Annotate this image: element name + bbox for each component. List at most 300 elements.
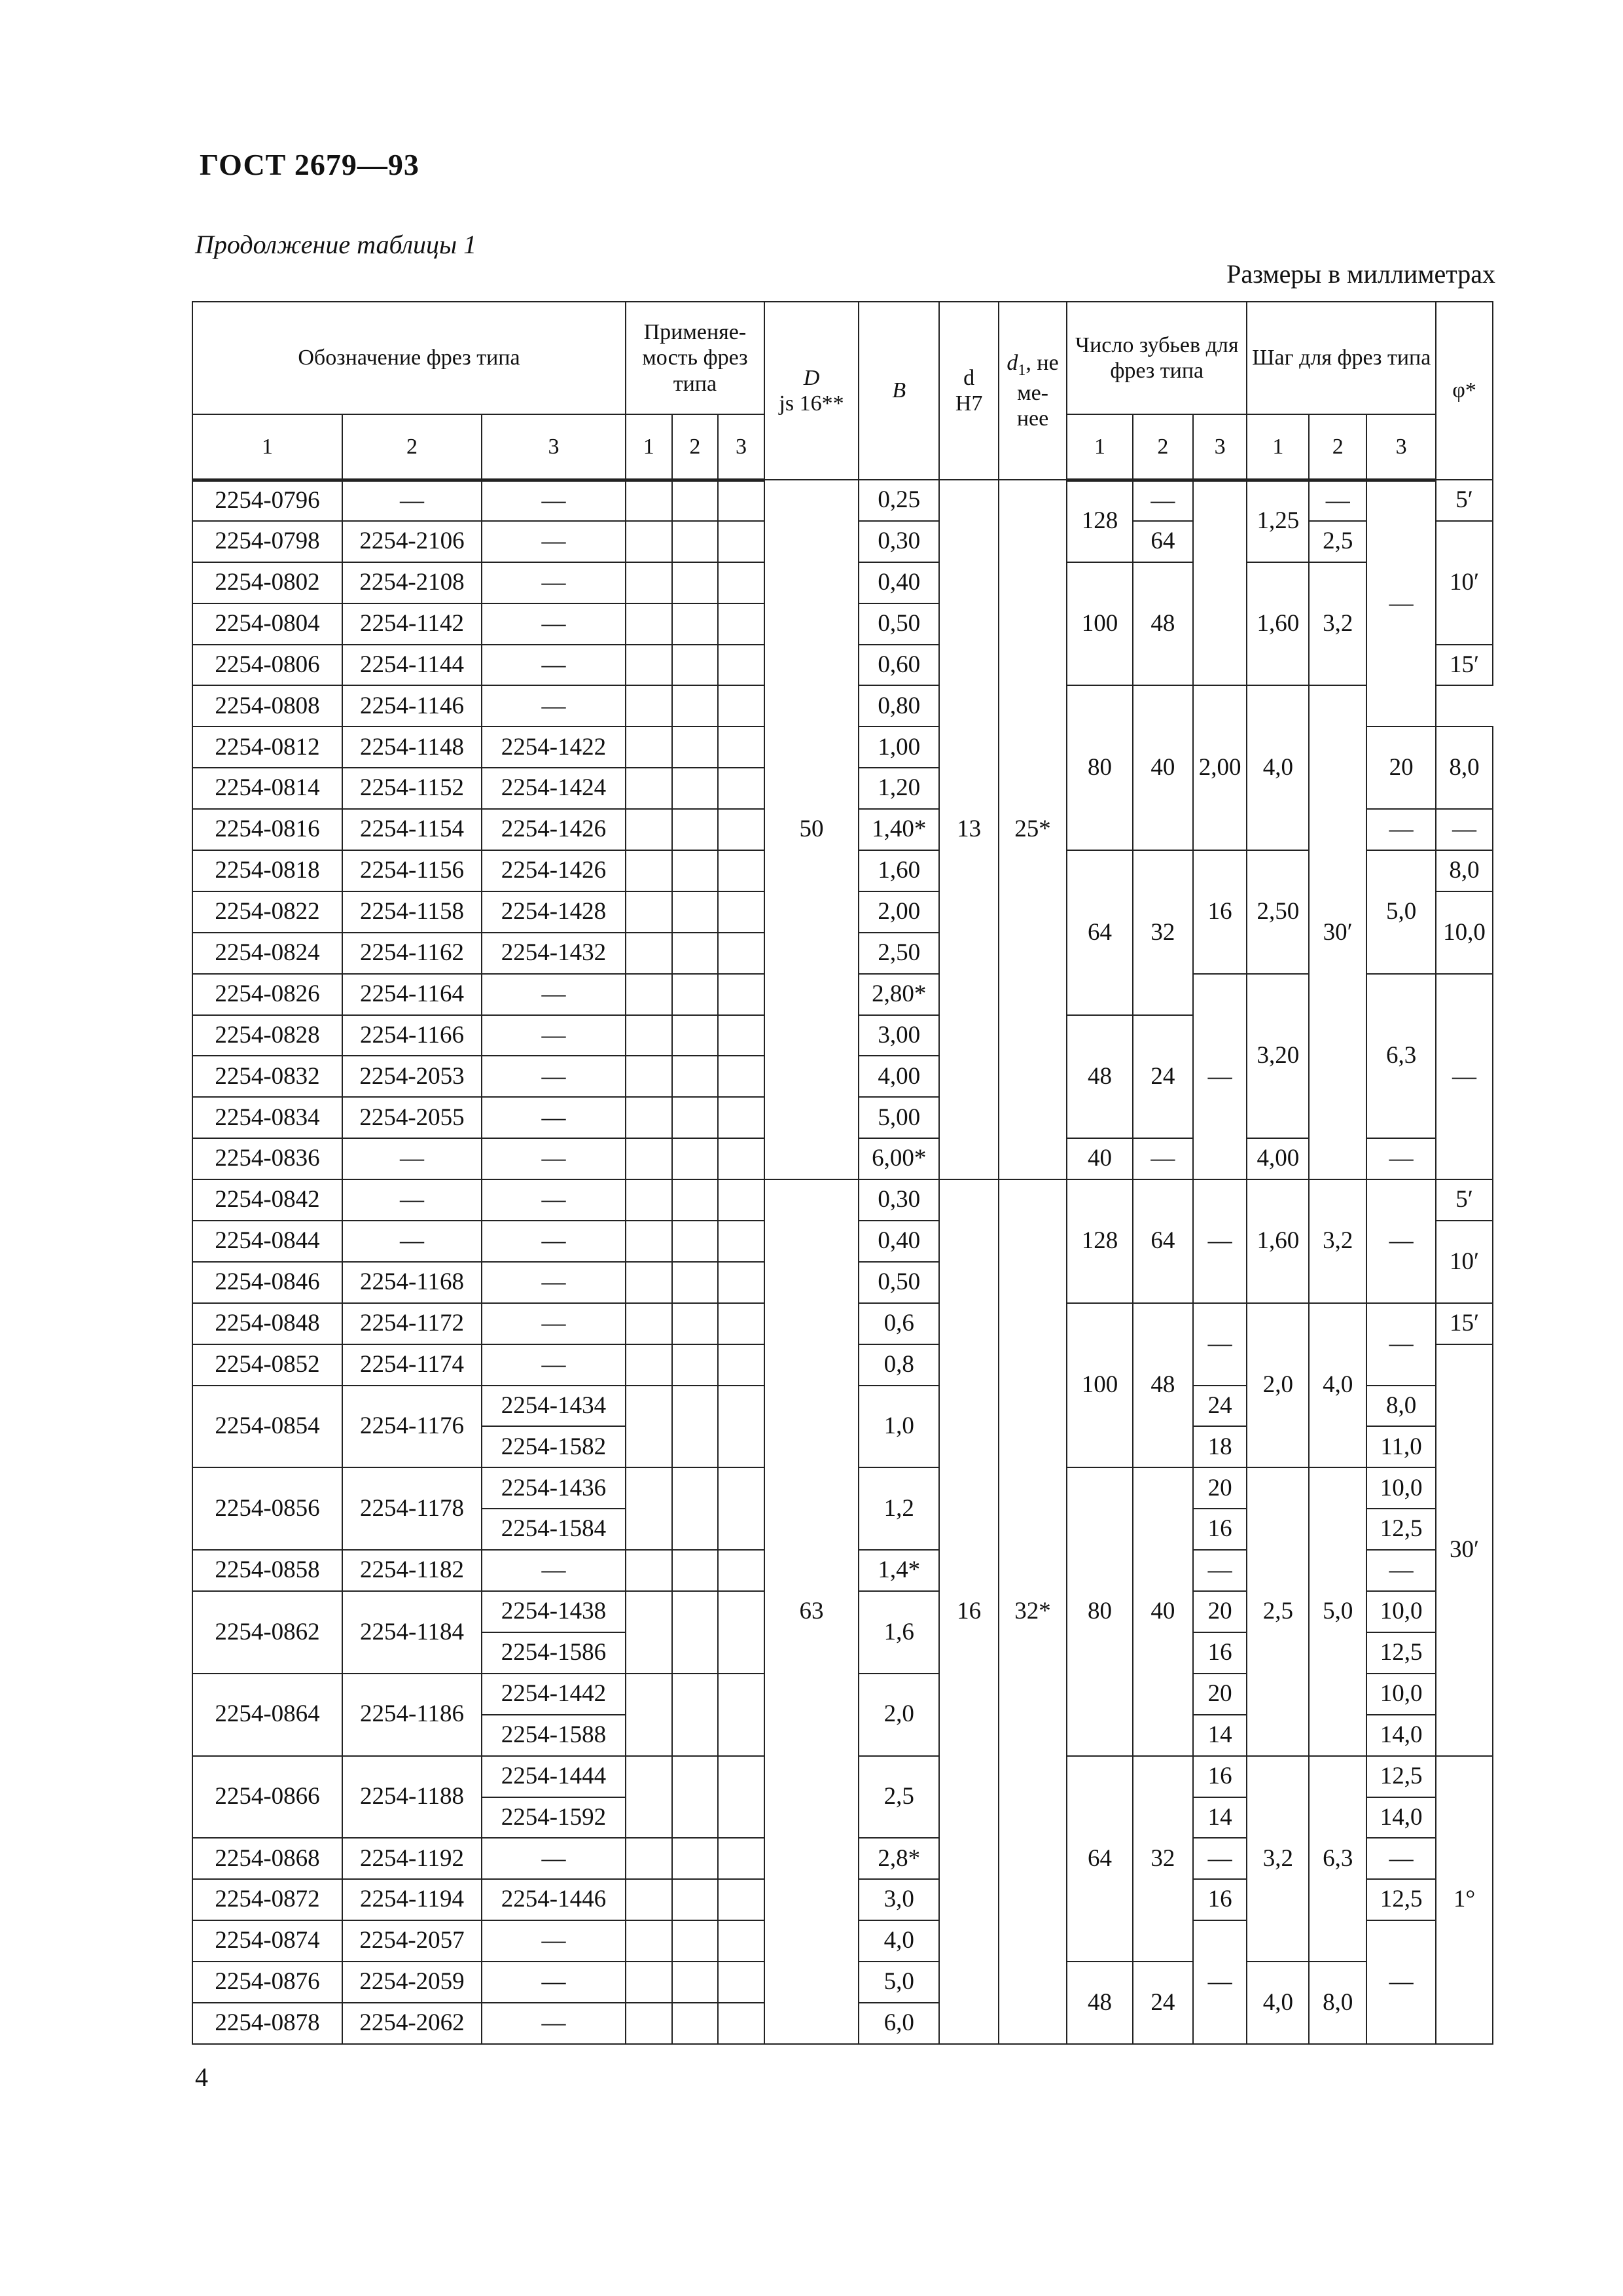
designation-type1-cell: 2254-0812 <box>192 726 342 768</box>
designation-type2-cell: 2254-1176 <box>342 1386 482 1468</box>
applicability-empty-cell <box>626 562 672 603</box>
pitch-type2-cell: 6,3 <box>1309 1756 1366 1962</box>
width-B-cell: 0,40 <box>859 562 939 603</box>
designation-type3-cell: — <box>482 603 626 645</box>
designation-type2-cell: 2254-1184 <box>342 1591 482 1674</box>
pitch-type2-cell: 3,2 <box>1309 1179 1366 1303</box>
designation-type3-cell: — <box>482 2003 626 2044</box>
subheader-app-1: 1 <box>626 414 672 480</box>
teeth-type3-cell: 24 <box>1193 1386 1247 1427</box>
pitch-type3-cell: — <box>1366 1920 1436 2044</box>
designation-type3-cell: — <box>482 562 626 603</box>
applicability-empty-cell <box>626 1920 672 1962</box>
applicability-empty-cell <box>718 562 764 603</box>
pitch-type3-cell: 10,0 <box>1366 1674 1436 1715</box>
applicability-empty-cell <box>718 645 764 686</box>
designation-type3-cell: — <box>482 1221 626 1262</box>
applicability-empty-cell <box>626 1674 672 1756</box>
designation-type3-cell: 2254-1586 <box>482 1632 626 1674</box>
applicability-empty-cell <box>626 1015 672 1056</box>
applicability-empty-cell <box>626 1138 672 1179</box>
angle-phi-cell: 5′ <box>1436 480 1493 521</box>
pitch-type1-cell: 3,20 <box>1247 974 1309 1139</box>
teeth-type3-cell: 20 <box>1366 726 1436 809</box>
designation-type1-cell: 2254-0822 <box>192 891 342 933</box>
applicability-empty-cell <box>672 1674 719 1756</box>
pitch-type2-cell: — <box>1309 480 1366 521</box>
width-B-cell: 1,40* <box>859 809 939 850</box>
applicability-empty-cell <box>626 1879 672 1920</box>
designation-type3-cell: 2254-1442 <box>482 1674 626 1715</box>
designation-type3-cell: — <box>482 1138 626 1179</box>
designation-type1-cell: 2254-0826 <box>192 974 342 1015</box>
designation-type3-cell: 2254-1424 <box>482 768 626 809</box>
applicability-empty-cell <box>718 2003 764 2044</box>
subheader-pitch-2: 2 <box>1309 414 1366 480</box>
applicability-empty-cell <box>672 603 719 645</box>
pitch-type1-cell: 3,2 <box>1247 1756 1309 1962</box>
applicability-empty-cell <box>626 645 672 686</box>
subheader-teeth-2: 2 <box>1133 414 1193 480</box>
subheader-pitch-3: 3 <box>1366 414 1436 480</box>
designation-type3-cell: 2254-1584 <box>482 1509 626 1550</box>
document-title: ГОСТ 2679—93 <box>200 148 419 181</box>
header-D: D js 16** <box>764 302 859 480</box>
applicability-empty-cell <box>718 1097 764 1138</box>
header-pitch: Шаг для фрез типа <box>1247 302 1436 414</box>
designation-type3-cell: 2254-1582 <box>482 1426 626 1467</box>
designation-type1-cell: 2254-0864 <box>192 1674 342 1756</box>
applicability-empty-cell <box>672 974 719 1015</box>
teeth-type3-cell: 16 <box>1193 1509 1247 1550</box>
applicability-empty-cell <box>718 1756 764 1839</box>
pitch-type3-cell: 12,5 <box>1366 1756 1436 1797</box>
pitch-type1-cell: 1,60 <box>1247 1179 1309 1303</box>
teeth-type1-cell: 128 <box>1067 480 1133 562</box>
pitch-type2-cell: — <box>1366 1138 1436 1179</box>
applicability-empty-cell <box>672 1097 719 1138</box>
applicability-empty-cell <box>626 1386 672 1468</box>
applicability-empty-cell <box>718 1303 764 1344</box>
designation-type2-cell: 2254-2106 <box>342 521 482 562</box>
teeth-type2-cell: 24 <box>1133 1015 1193 1139</box>
header-d: d H7 <box>939 302 999 480</box>
pitch-type3-cell: — <box>1366 1550 1436 1591</box>
pitch-type3-cell: 8,0 <box>1436 726 1493 809</box>
pitch-type3-cell: 14,0 <box>1366 1715 1436 1756</box>
pitch-type3-cell: 10,0 <box>1366 1467 1436 1509</box>
applicability-empty-cell <box>718 1344 764 1386</box>
pitch-type1-cell: 4,00 <box>1247 1138 1309 1179</box>
designation-type3-cell: — <box>482 521 626 562</box>
designation-type2-cell: 2254-1152 <box>342 768 482 809</box>
designation-type2-cell: 2254-1162 <box>342 933 482 974</box>
designation-type3-cell: — <box>482 1962 626 2003</box>
teeth-type1-cell: 128 <box>1067 1179 1133 1303</box>
designation-type1-cell: 2254-0858 <box>192 1550 342 1591</box>
applicability-empty-cell <box>672 933 719 974</box>
applicability-empty-cell <box>718 933 764 974</box>
width-B-cell: 2,5 <box>859 1756 939 1839</box>
teeth-type3-cell: — <box>1193 1303 1247 1386</box>
teeth-type2-cell: 64 <box>1133 521 1193 562</box>
designation-type2-cell: 2254-1164 <box>342 974 482 1015</box>
teeth-type3-cell: 16 <box>1193 1632 1247 1674</box>
designation-type1-cell: 2254-0804 <box>192 603 342 645</box>
angle-phi-cell: 10′ <box>1436 1221 1493 1303</box>
width-B-cell: 0,30 <box>859 521 939 562</box>
subheader-type-2: 2 <box>342 414 482 480</box>
cutters-dimension-table <box>192 301 1493 2045</box>
designation-type1-cell: 2254-0796 <box>192 480 342 521</box>
applicability-empty-cell <box>626 1179 672 1221</box>
subheader-type-1: 1 <box>192 414 342 480</box>
designation-type3-cell: 2254-1428 <box>482 891 626 933</box>
pitch-type3-cell: 8,0 <box>1436 850 1493 891</box>
teeth-type3-cell: 20 <box>1193 1674 1247 1715</box>
pitch-type2-cell: 4,0 <box>1309 1303 1366 1468</box>
teeth-type3-cell: — <box>1193 1838 1247 1879</box>
subheader-app-3: 3 <box>718 414 764 480</box>
width-B-cell: 1,60 <box>859 850 939 891</box>
designation-type1-cell: 2254-0854 <box>192 1386 342 1468</box>
designation-type2-cell: 2254-1174 <box>342 1344 482 1386</box>
pitch-type1-cell: 2,5 <box>1247 1467 1309 1755</box>
designation-type3-cell: — <box>482 1344 626 1386</box>
applicability-empty-cell <box>626 1221 672 1262</box>
applicability-empty-cell <box>718 685 764 726</box>
header-teeth: Число зубьев для фрез типа <box>1067 302 1247 414</box>
designation-type3-cell: — <box>482 1179 626 1221</box>
designation-type2-cell: 2254-2055 <box>342 1097 482 1138</box>
pitch-type2-cell: 8,0 <box>1309 1962 1366 2044</box>
designation-type2-cell: 2254-2062 <box>342 2003 482 2044</box>
width-B-cell: 4,0 <box>859 1920 939 1962</box>
applicability-empty-cell <box>718 768 764 809</box>
designation-type1-cell: 2254-0818 <box>192 850 342 891</box>
designation-type1-cell: 2254-0828 <box>192 1015 342 1056</box>
applicability-empty-cell <box>626 850 672 891</box>
designation-type2-cell: 2254-1182 <box>342 1550 482 1591</box>
applicability-empty-cell <box>626 891 672 933</box>
teeth-type3-cell: 14 <box>1193 1797 1247 1839</box>
pitch-type3-cell: 10,0 <box>1436 891 1493 974</box>
empty-cell <box>1193 480 1247 685</box>
subheader-pitch-1: 1 <box>1247 414 1309 480</box>
applicability-empty-cell <box>672 1879 719 1920</box>
diameter-D-cell: 63 <box>764 1179 859 2044</box>
teeth-type3-cell: 20 <box>1193 1591 1247 1632</box>
designation-type3-cell: — <box>482 1262 626 1303</box>
angle-phi-cell: 15′ <box>1436 1303 1493 1344</box>
pitch-type3-cell: — <box>1366 1303 1436 1386</box>
width-B-cell: 0,30 <box>859 1179 939 1221</box>
designation-type3-cell: — <box>482 685 626 726</box>
applicability-empty-cell <box>626 1838 672 1879</box>
designation-type1-cell: 2254-0808 <box>192 685 342 726</box>
designation-type2-cell: 2254-1158 <box>342 891 482 933</box>
applicability-empty-cell <box>672 768 719 809</box>
angle-phi-cell: 15′ <box>1436 645 1493 686</box>
applicability-empty-cell <box>626 1097 672 1138</box>
angle-phi-cell: 30′ <box>1436 1344 1493 1756</box>
applicability-empty-cell <box>626 2003 672 2044</box>
applicability-empty-cell <box>718 1920 764 1962</box>
designation-type1-cell: 2254-0872 <box>192 1879 342 1920</box>
applicability-empty-cell <box>718 1467 764 1550</box>
width-B-cell: 0,8 <box>859 1344 939 1386</box>
applicability-empty-cell <box>672 1386 719 1468</box>
applicability-empty-cell <box>672 809 719 850</box>
teeth-type1-cell: 80 <box>1067 1467 1133 1755</box>
pitch-type1-cell: 4,0 <box>1247 1962 1309 2044</box>
applicability-empty-cell <box>672 1920 719 1962</box>
designation-type3-cell: — <box>482 1097 626 1138</box>
pitch-type3-cell: 10,0 <box>1366 1591 1436 1632</box>
applicability-empty-cell <box>626 768 672 809</box>
applicability-empty-cell <box>718 1879 764 1920</box>
applicability-empty-cell <box>672 2003 719 2044</box>
header-d1: $d_1$, не ме-нее <box>999 302 1067 480</box>
pitch-type2-cell: 5,0 <box>1309 1467 1366 1755</box>
table-continuation-note: Продолжение таблицы 1 <box>195 230 477 259</box>
pitch-type2-cell: 6,3 <box>1366 974 1436 1139</box>
applicability-empty-cell <box>672 1344 719 1386</box>
applicability-empty-cell <box>672 1591 719 1674</box>
width-B-cell: 2,80* <box>859 974 939 1015</box>
designation-type3-cell: 2254-1426 <box>482 809 626 850</box>
width-B-cell: 3,0 <box>859 1879 939 1920</box>
pitch-type1-cell: 2,50 <box>1247 850 1309 974</box>
teeth-type3-cell: — <box>1193 1920 1247 2044</box>
designation-type1-cell: 2254-0834 <box>192 1097 342 1138</box>
designation-type3-cell: 2254-1438 <box>482 1591 626 1632</box>
teeth-type1-cell: 64 <box>1067 850 1133 1015</box>
header-designation: Обозначение фрез типа <box>192 302 626 414</box>
designation-type2-cell: 2254-1192 <box>342 1838 482 1879</box>
applicability-empty-cell <box>718 809 764 850</box>
applicability-empty-cell <box>626 1467 672 1550</box>
subheader-app-2: 2 <box>672 414 719 480</box>
pitch-type1-cell: 1,25 <box>1247 480 1309 562</box>
teeth-type2-cell: 40 <box>1133 685 1193 850</box>
applicability-empty-cell <box>672 1179 719 1221</box>
pitch-type3-cell: 11,0 <box>1366 1426 1436 1467</box>
applicability-empty-cell <box>626 480 672 521</box>
designation-type2-cell: 2254-1186 <box>342 1674 482 1756</box>
pitch-type1-cell: 2,0 <box>1247 1303 1309 1468</box>
pitch-type3-cell: — <box>1366 1179 1436 1303</box>
applicability-empty-cell <box>626 521 672 562</box>
table-row <box>192 480 1493 521</box>
hub-d1-cell: 25* <box>999 480 1067 1179</box>
teeth-type3-cell: 20 <box>1193 1467 1247 1509</box>
designation-type2-cell: — <box>342 1138 482 1179</box>
bore-d-cell: 13 <box>939 480 999 1179</box>
width-B-cell: 1,0 <box>859 1386 939 1468</box>
applicability-empty-cell <box>672 1303 719 1344</box>
applicability-empty-cell <box>626 1962 672 2003</box>
designation-type3-cell: — <box>482 1303 626 1344</box>
angle-phi-cell: 10′ <box>1436 521 1493 645</box>
applicability-empty-cell <box>718 1962 764 2003</box>
designation-type1-cell: 2254-0878 <box>192 2003 342 2044</box>
applicability-empty-cell <box>718 891 764 933</box>
teeth-type1-cell: 64 <box>1067 1756 1133 1962</box>
designation-type2-cell: 2254-2057 <box>342 1920 482 1962</box>
width-B-cell: 2,50 <box>859 933 939 974</box>
header-applicability: Применяе-мость фрез типа <box>626 302 764 414</box>
applicability-empty-cell <box>672 1056 719 1097</box>
teeth-type3-cell: 16 <box>1193 1879 1247 1920</box>
designation-type1-cell: 2254-0848 <box>192 1303 342 1344</box>
designation-type2-cell: 2254-1178 <box>342 1467 482 1550</box>
applicability-empty-cell <box>626 933 672 974</box>
applicability-empty-cell <box>672 1962 719 2003</box>
applicability-empty-cell <box>718 850 764 891</box>
applicability-empty-cell <box>626 809 672 850</box>
applicability-empty-cell <box>718 521 764 562</box>
designation-type1-cell: 2254-0868 <box>192 1838 342 1879</box>
designation-type2-cell: 2254-1154 <box>342 809 482 850</box>
designation-type2-cell: 2254-1172 <box>342 1303 482 1344</box>
teeth-type3-cell: — <box>1366 809 1436 850</box>
pitch-type3-cell: 8,0 <box>1366 1386 1436 1427</box>
applicability-empty-cell <box>672 850 719 891</box>
teeth-type2-cell: 40 <box>1133 1467 1193 1755</box>
designation-type2-cell: 2254-1194 <box>342 1879 482 1920</box>
width-B-cell: 1,2 <box>859 1467 939 1550</box>
pitch-type2-cell: 2,5 <box>1309 521 1366 562</box>
width-B-cell: 3,00 <box>859 1015 939 1056</box>
width-B-cell: 2,0 <box>859 1674 939 1756</box>
width-B-cell: 0,50 <box>859 1262 939 1303</box>
diameter-D-cell: 50 <box>764 480 859 1179</box>
width-B-cell: 1,20 <box>859 768 939 809</box>
width-B-cell: 0,40 <box>859 1221 939 1262</box>
designation-type1-cell: 2254-0876 <box>192 1962 342 2003</box>
designation-type3-cell: — <box>482 1550 626 1591</box>
designation-type2-cell: 2254-2108 <box>342 562 482 603</box>
applicability-empty-cell <box>626 1550 672 1591</box>
designation-type2-cell: 2254-2053 <box>342 1056 482 1097</box>
applicability-empty-cell <box>672 1262 719 1303</box>
teeth-type2-cell: — <box>1133 1138 1193 1179</box>
designation-type2-cell: 2254-1188 <box>342 1756 482 1839</box>
width-B-cell: 0,50 <box>859 603 939 645</box>
teeth-type1-cell: 100 <box>1067 1303 1133 1468</box>
applicability-empty-cell <box>626 1756 672 1839</box>
designation-type2-cell: — <box>342 1221 482 1262</box>
bore-d-cell: 16 <box>939 1179 999 2044</box>
designation-type1-cell: 2254-0844 <box>192 1221 342 1262</box>
width-B-cell: 0,25 <box>859 480 939 521</box>
applicability-empty-cell <box>672 1015 719 1056</box>
applicability-empty-cell <box>672 891 719 933</box>
units-note: Размеры в миллиметрах <box>1226 259 1495 289</box>
teeth-type1-cell: 100 <box>1067 562 1133 686</box>
applicability-empty-cell <box>672 562 719 603</box>
designation-type3-cell: — <box>482 480 626 521</box>
designation-type1-cell: 2254-0866 <box>192 1756 342 1839</box>
designation-type1-cell: 2254-0814 <box>192 768 342 809</box>
subheader-type-3: 3 <box>482 414 626 480</box>
pitch-type1-cell: 2,00 <box>1193 685 1247 850</box>
applicability-empty-cell <box>718 1386 764 1468</box>
header-B: B <box>859 302 939 480</box>
designation-type1-cell: 2254-0832 <box>192 1056 342 1097</box>
designation-type2-cell: 2254-1148 <box>342 726 482 768</box>
pitch-type3-cell: — <box>1436 974 1493 1179</box>
width-B-cell: 0,60 <box>859 645 939 686</box>
designation-type2-cell: 2254-1146 <box>342 685 482 726</box>
applicability-empty-cell <box>672 1467 719 1550</box>
designation-type3-cell: — <box>482 1920 626 1962</box>
teeth-type3-cell: — <box>1193 974 1247 1179</box>
designation-type3-cell: 2254-1446 <box>482 1879 626 1920</box>
designation-type2-cell: — <box>342 480 482 521</box>
pitch-type3-cell: — <box>1366 480 1436 726</box>
applicability-empty-cell <box>626 1056 672 1097</box>
width-B-cell: 6,00* <box>859 1138 939 1179</box>
designation-type3-cell: 2254-1436 <box>482 1467 626 1509</box>
applicability-empty-cell <box>672 1138 719 1179</box>
teeth-type2-cell: 24 <box>1133 1962 1193 2044</box>
width-B-cell: 5,00 <box>859 1097 939 1138</box>
applicability-empty-cell <box>718 1221 764 1262</box>
pitch-type3-cell: 14,0 <box>1366 1797 1436 1839</box>
applicability-empty-cell <box>626 974 672 1015</box>
applicability-empty-cell <box>718 1550 764 1591</box>
subheader-teeth-1: 1 <box>1067 414 1133 480</box>
designation-type1-cell: 2254-0856 <box>192 1467 342 1550</box>
pitch-type3-cell: — <box>1366 1838 1436 1879</box>
designation-type1-cell: 2254-0802 <box>192 562 342 603</box>
applicability-empty-cell <box>672 645 719 686</box>
width-B-cell: 1,00 <box>859 726 939 768</box>
width-B-cell: 2,00 <box>859 891 939 933</box>
designation-type1-cell: 2254-0852 <box>192 1344 342 1386</box>
applicability-empty-cell <box>672 1756 719 1839</box>
teeth-type3-cell: — <box>1193 1550 1247 1591</box>
header-phi: φ* <box>1436 302 1493 480</box>
pitch-type2-cell: 4,0 <box>1247 685 1309 850</box>
table-row <box>192 1179 1493 1221</box>
designation-type3-cell: 2254-1588 <box>482 1715 626 1756</box>
designation-type2-cell: 2254-1166 <box>342 1015 482 1056</box>
pitch-type1-cell: 1,60 <box>1247 562 1309 686</box>
angle-phi-cell: 1° <box>1436 1756 1493 2044</box>
angle-phi-cell: 5′ <box>1436 1179 1493 1221</box>
teeth-type1-cell: 40 <box>1067 1138 1133 1179</box>
designation-type1-cell: 2254-0836 <box>192 1138 342 1179</box>
teeth-type1-cell: 48 <box>1067 1015 1133 1139</box>
applicability-empty-cell <box>626 1344 672 1386</box>
width-B-cell: 1,6 <box>859 1591 939 1674</box>
width-B-cell: 5,0 <box>859 1962 939 2003</box>
applicability-empty-cell <box>718 1015 764 1056</box>
applicability-empty-cell <box>718 603 764 645</box>
applicability-empty-cell <box>718 1591 764 1674</box>
applicability-empty-cell <box>672 726 719 768</box>
teeth-type3-cell: — <box>1193 1179 1247 1303</box>
designation-type2-cell: 2254-1144 <box>342 645 482 686</box>
applicability-empty-cell <box>718 1674 764 1756</box>
pitch-type2-cell: 3,2 <box>1309 562 1366 686</box>
applicability-empty-cell <box>718 1838 764 1879</box>
applicability-empty-cell <box>718 726 764 768</box>
width-B-cell: 6,0 <box>859 2003 939 2044</box>
